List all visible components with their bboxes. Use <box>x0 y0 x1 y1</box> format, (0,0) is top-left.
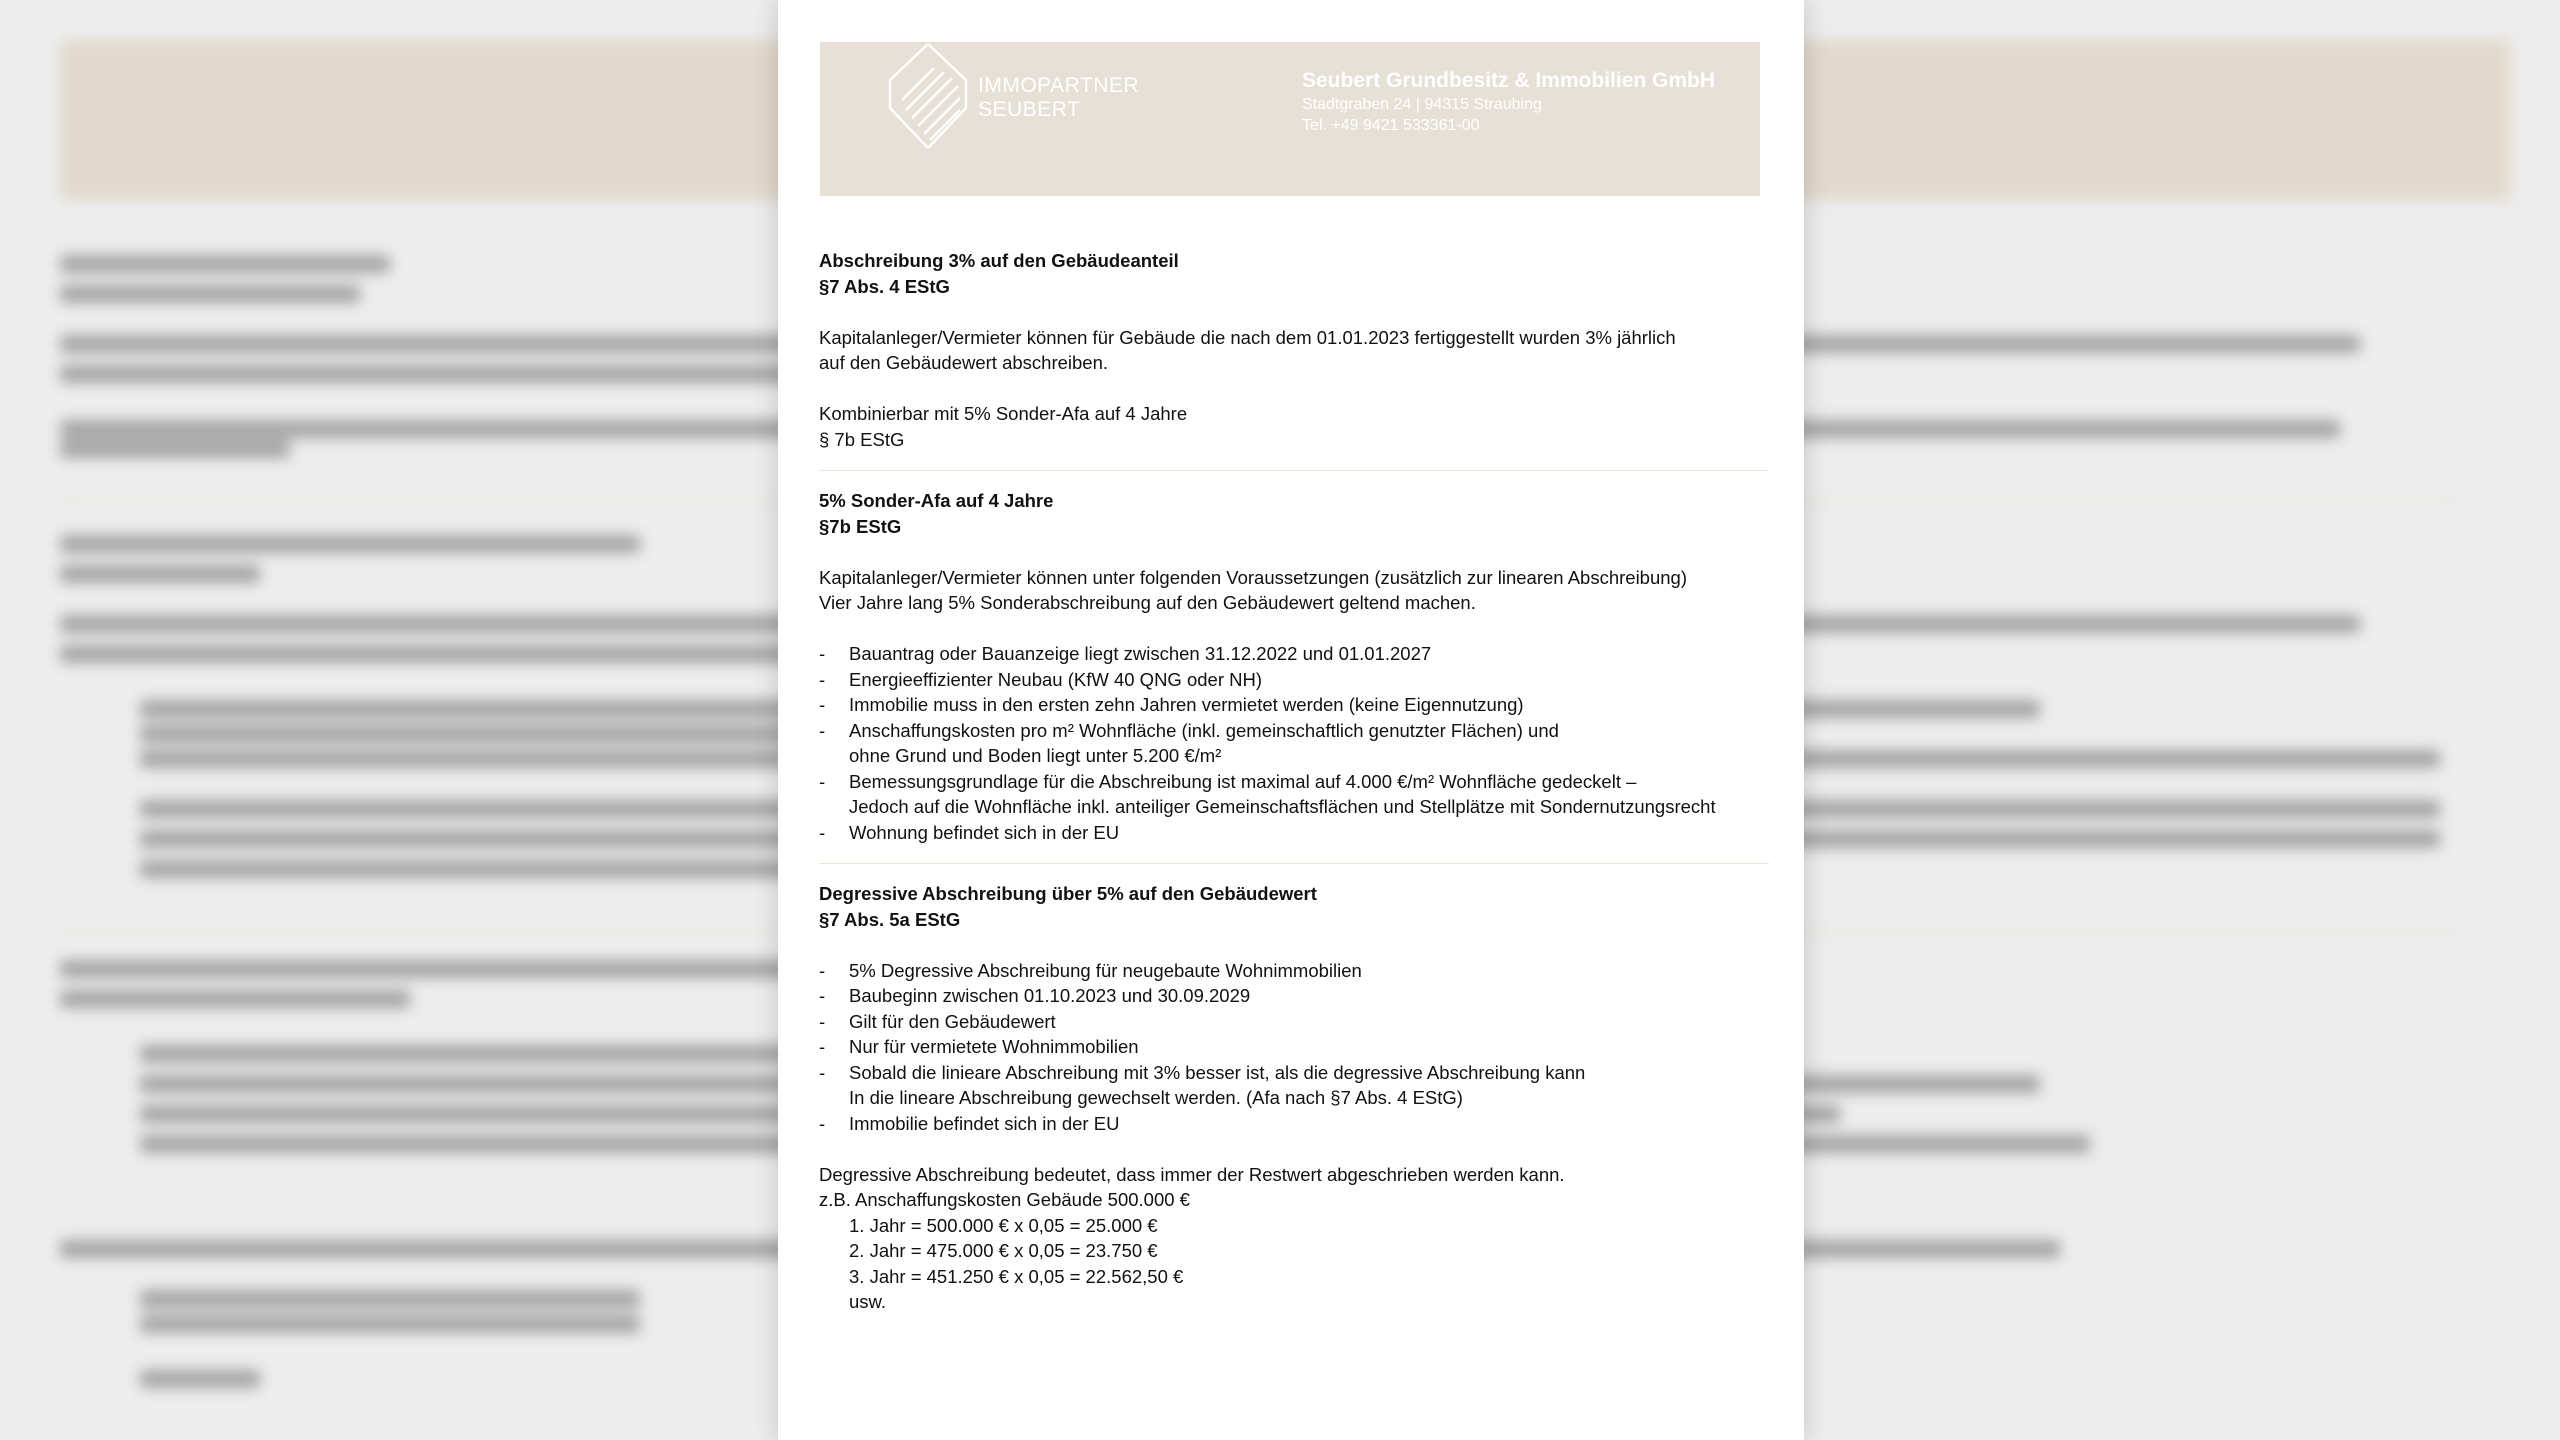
company-phone: Tel. +49 9421 533361-00 <box>1302 117 1480 134</box>
section-divider <box>819 863 1769 864</box>
background-text-line <box>60 285 360 303</box>
list-item: - Baubeginn zwischen 01.10.2023 und 30.09.2029 <box>819 983 1769 1009</box>
background-text-line <box>60 255 390 273</box>
list-item-line: Anschaffungskosten pro m² Wohnfläche (inkl. gemeinschaftlich genutzter Flächen) und <box>849 719 1559 741</box>
list-item-line: ohne Grund und Boden liegt unter 5.200 €/m² <box>849 745 1222 766</box>
background-text-line <box>60 565 260 583</box>
calculation-line: 1. Jahr = 500.000 € x 0,05 = 25.000 € <box>849 1214 1158 1236</box>
section1-text-line: auf den Gebäudewert abschreiben. <box>819 352 1109 373</box>
section3-example-intro: z.B. Anschaffungskosten Gebäude 500.000 € <box>819 1189 1190 1210</box>
list-item: - Nur für vermietete Wohnimmobilien <box>819 1034 1769 1060</box>
list-item: - Wohnung befindet sich in der EU <box>819 820 1769 846</box>
calculation-line: 3. Jahr = 451.250 € x 0,05 = 22.562,50 € <box>849 1265 1184 1287</box>
brand-line-1: IMMOPARTNER <box>978 74 1140 97</box>
background-text-line <box>60 440 290 458</box>
section2-law: §7b EStG <box>819 515 902 537</box>
company-name: Seubert Grundbesitz & Immobilien GmbH <box>1302 69 1716 92</box>
section1-title: Abschreibung 3% auf den Gebäudeanteil <box>819 250 1179 271</box>
calculation-line: 2. Jahr = 475.000 € x 0,05 = 23.750 € <box>849 1240 1158 1261</box>
list-item-line: In die lineare Abschreibung gewechselt werden. (Afa nach §7 Abs. 4 EStG) <box>849 1087 1463 1108</box>
list-item <box>819 718 1769 769</box>
list-item: - Immobilie befindet sich in der EU <box>819 1111 1769 1137</box>
section2-intro-line: Kapitalanleger/Vermieter können unter folgenden Voraussetzungen (zusätzlich zur linearen Abschreibung) <box>819 566 1687 588</box>
list-item-line: Sobald die linieare Abschreibung mit 3% besser ist, als die degressive Abschreibung kann <box>849 1061 1586 1083</box>
list-item-line: Bemessungsgrundlage für die Abschreibung ist maximal auf 4.000 €/m² Wohnfläche gedeckelt – <box>849 770 1637 792</box>
house-logo-icon <box>888 42 968 158</box>
section1-combo-line: Kombinierbar mit 5% Sonder-Afa auf 4 Jahre <box>819 403 1188 424</box>
section2-title: 5% Sonder-Afa auf 4 Jahre <box>819 490 1054 511</box>
company-contact <box>1302 68 1715 136</box>
list-item: - Gilt für den Gebäudewert <box>819 1009 1769 1035</box>
section1-combo-law: § 7b EStG <box>819 428 905 450</box>
background-text-line <box>140 1315 640 1333</box>
letterhead-banner <box>820 42 1760 196</box>
background-text-line <box>140 1290 640 1308</box>
brand-name <box>978 74 1139 122</box>
section3-law: §7 Abs. 5a EStG <box>819 908 961 930</box>
list-item <box>819 1060 1769 1111</box>
list-item: - Energieeffizienter Neubau (KfW 40 QNG oder NH) <box>819 667 1769 693</box>
background-text-line <box>140 1370 260 1388</box>
list-item-line: Jedoch auf die Wohnfläche inkl. anteiliger Gemeinschaftsflächen und Stellplätze mit Sondernutzungsrecht <box>849 796 1716 817</box>
calculation-line: usw. <box>849 1291 887 1312</box>
section-divider <box>819 470 1769 471</box>
section3-title: Degressive Abschreibung über 5% auf den Gebäudewert <box>819 883 1317 904</box>
section1-law: §7 Abs. 4 EStG <box>819 275 950 297</box>
brand-line-2: SEUBERT <box>978 98 1081 121</box>
list-item: - Bauantrag oder Bauanzeige liegt zwischen 31.12.2022 und 01.01.2027 <box>819 641 1769 667</box>
section3-explanation: Degressive Abschreibung bedeutet, dass immer der Restwert abgeschrieben werden kann. <box>819 1163 1565 1185</box>
document-page <box>778 0 1804 1440</box>
list-item <box>819 769 1769 820</box>
section1-text-line: Kapitalanleger/Vermieter können für Gebäude die nach dem 01.01.2023 fertiggestellt wurden 3% jährlich <box>819 326 1676 348</box>
company-address: Stadtgraben 24 | 94315 Straubing <box>1302 96 1542 113</box>
background-text-line <box>60 990 410 1008</box>
calculation-example <box>819 1213 1769 1315</box>
list-item: - Immobilie muss in den ersten zehn Jahren vermietet werden (keine Eigennutzung) <box>819 692 1769 718</box>
document-content <box>819 248 1769 1315</box>
section2-intro-line: Vier Jahre lang 5% Sonderabschreibung auf den Gebäudewert geltend machen. <box>819 592 1476 613</box>
list-item: - 5% Degressive Abschreibung für neugebaute Wohnimmobilien <box>819 958 1769 984</box>
background-text-line <box>60 535 640 553</box>
section3-conditions-list <box>819 958 1769 1137</box>
section2-requirements-list <box>819 641 1769 845</box>
